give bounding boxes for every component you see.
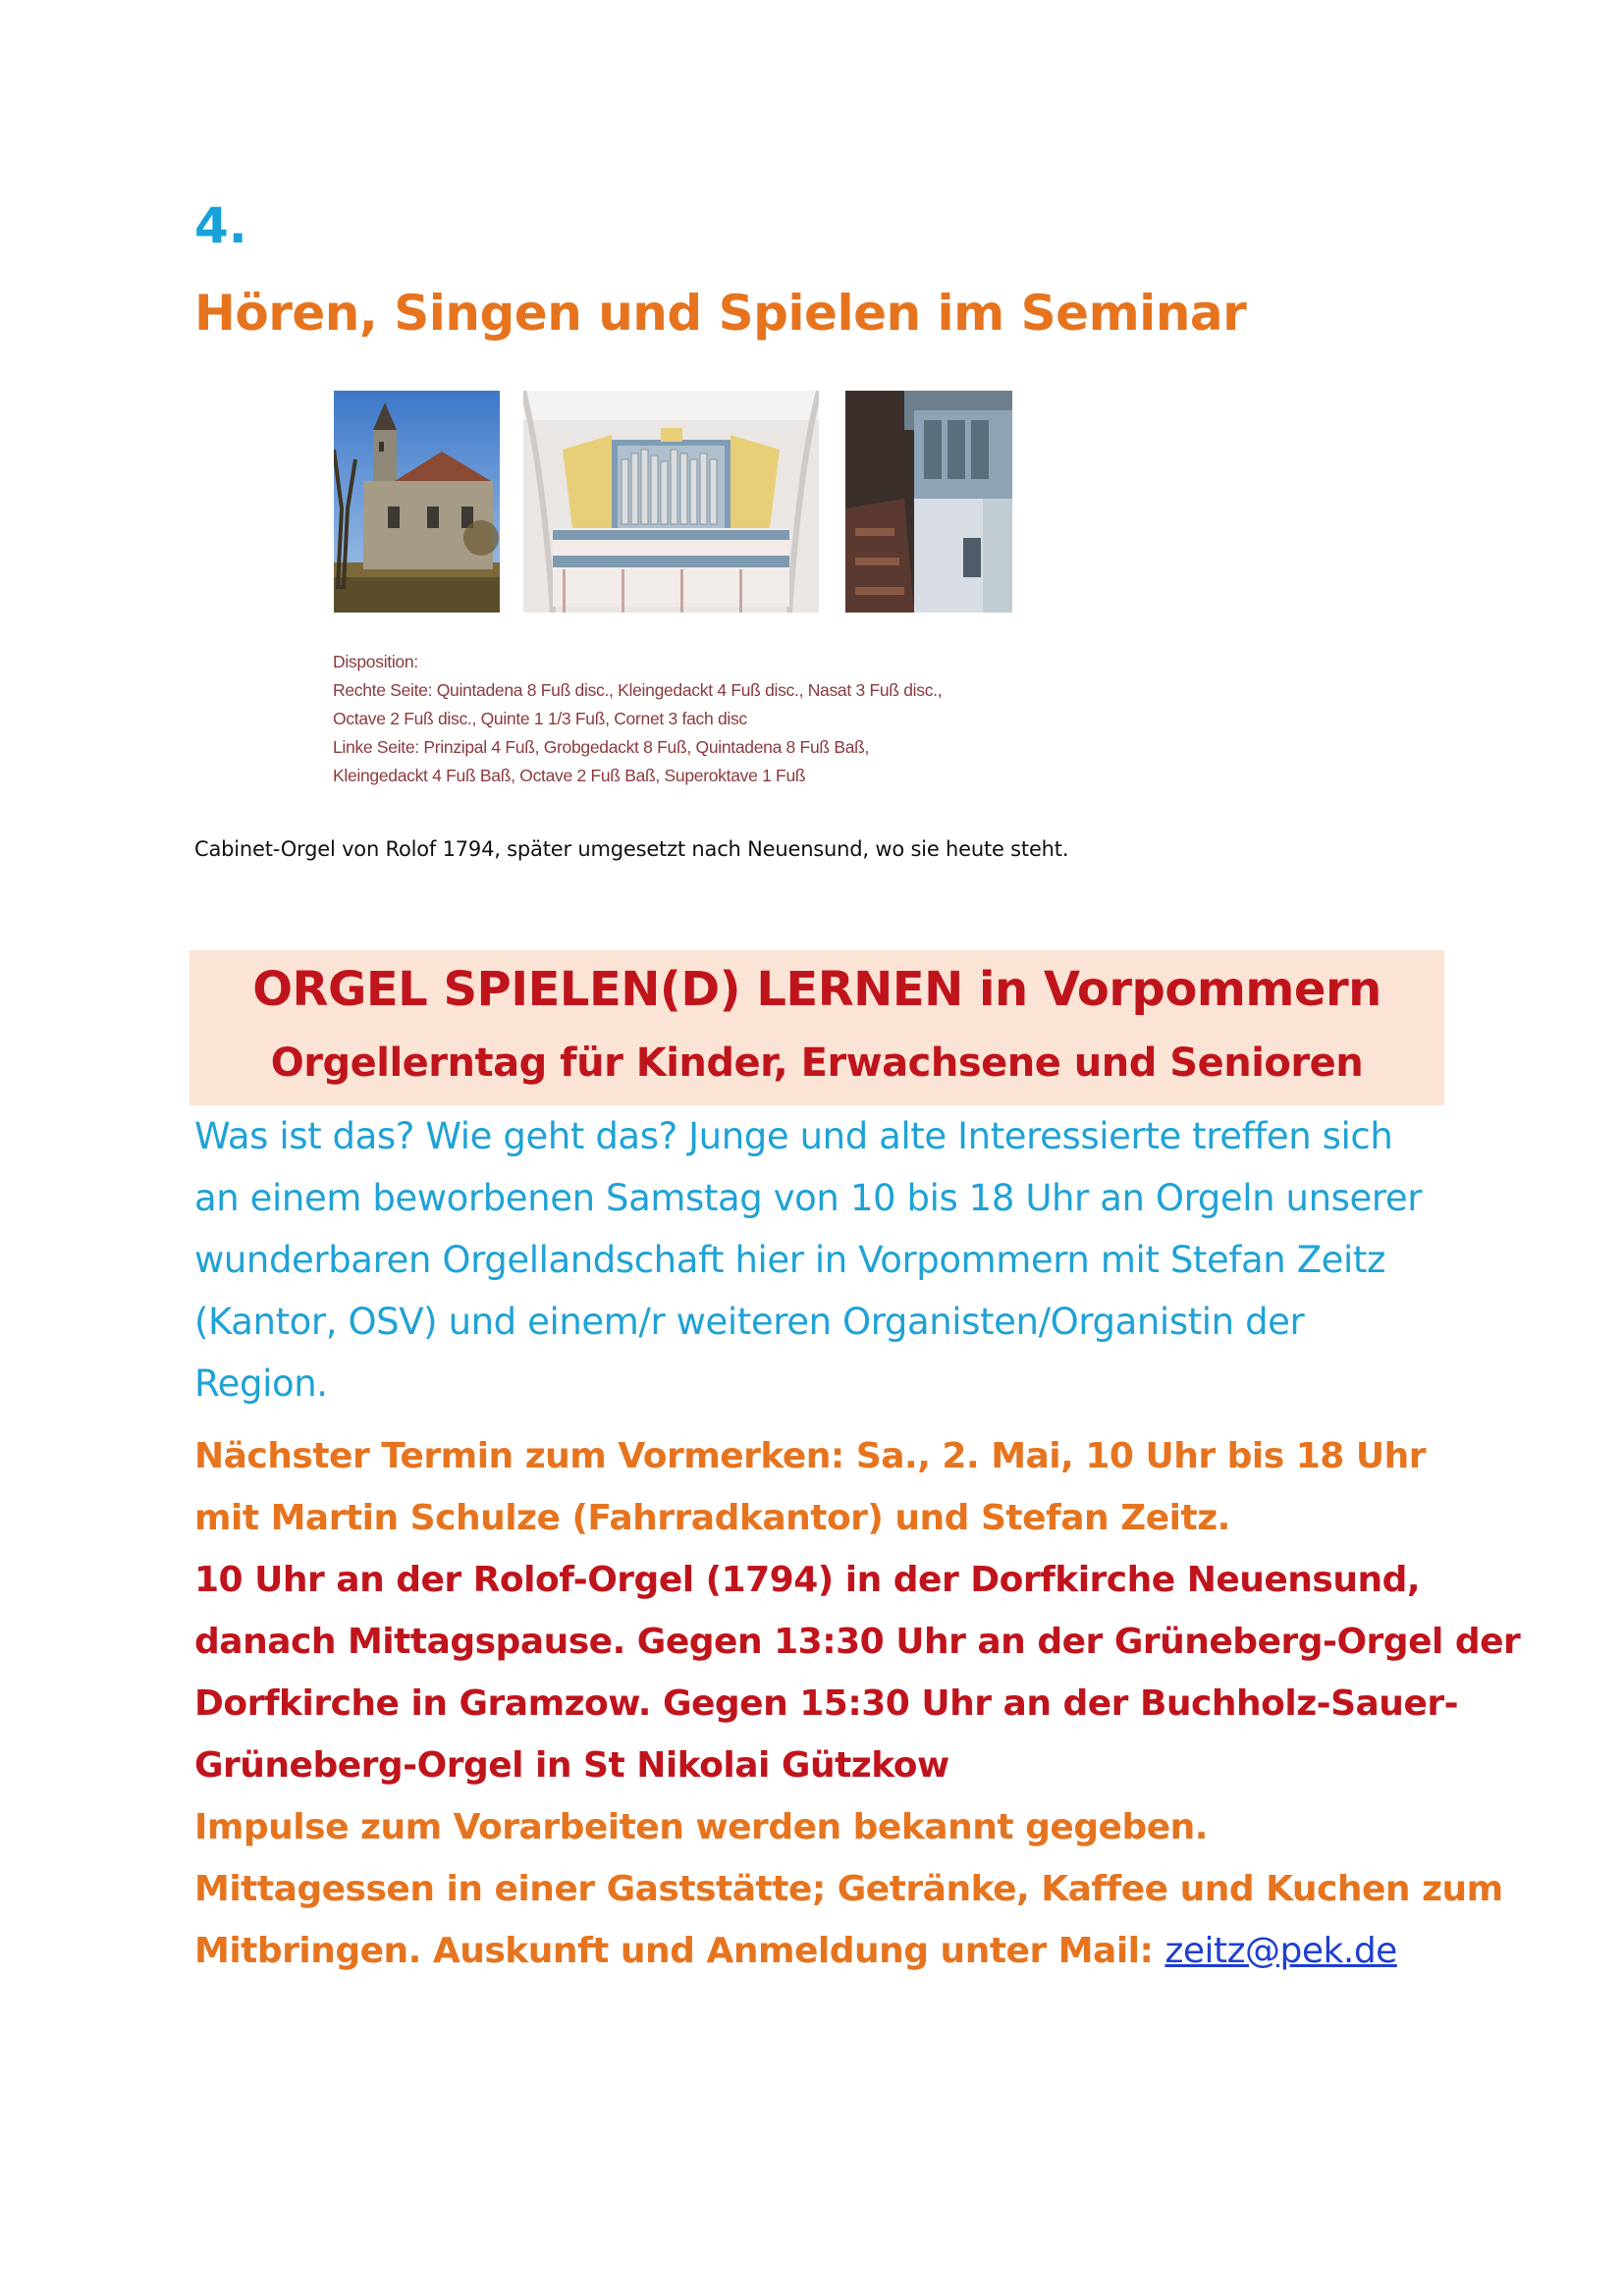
schedule-line: Grüneberg-Orgel in St Nikolai Gützkow xyxy=(194,1745,949,1786)
schedule-line: danach Mittagspause. Gegen 13:30 Uhr an der Grüneberg-Orgel der xyxy=(194,1622,1521,1662)
next-date-line: Nächster Termin zum Vormerken: Sa., 2. Mai, 10 Uhr bis 18 Uhr xyxy=(194,1436,1426,1476)
intro-paragraph xyxy=(194,1105,1451,1415)
email-link[interactable]: zeitz@pek.de xyxy=(1164,1931,1397,1971)
church-interior-photo xyxy=(845,391,1012,613)
organ-disposition xyxy=(333,648,1020,790)
impulse-line: Impulse zum Vorarbeiten werden bekannt gegeben. xyxy=(194,1807,1208,1847)
disposition-line: Rechte Seite: Quintadena 8 Fuß disc., Kleingedackt 4 Fuß disc., Nasat 3 Fuß disc., xyxy=(333,680,943,700)
photo-caption: Cabinet-Orgel von Rolof 1794, später umgesetzt nach Neuensund, wo sie heute steht. xyxy=(194,837,1069,861)
event-info xyxy=(194,1425,1521,1982)
intro-line: Region. xyxy=(194,1362,328,1405)
section-title: Hören, Singen und Spielen im Seminar xyxy=(194,285,1247,342)
disposition-line: Disposition: xyxy=(333,652,418,671)
intro-line: (Kantor, OSV) und einem/r weiteren Organisten/Organistin der xyxy=(194,1301,1305,1343)
lunch-line: Mittagessen in einer Gaststätte; Getränke, Kaffee und Kuchen zum xyxy=(194,1869,1503,1909)
banner-title: ORGEL SPIELEN(D) LERNEN in Vorpommern xyxy=(252,962,1381,1017)
organ-case-photo xyxy=(523,391,819,613)
schedule-line: 10 Uhr an der Rolof-Orgel (1794) in der Dorfkirche Neuensund, xyxy=(194,1560,1421,1600)
section-number: 4. xyxy=(194,197,247,254)
intro-line: Was ist das? Wie geht das? Junge und alte Interessierte treffen sich xyxy=(194,1115,1393,1157)
disposition-line: Kleingedackt 4 Fuß Baß, Octave 2 Fuß Baß, Superoktave 1 Fuß xyxy=(333,766,806,785)
next-date-line: mit Martin Schulze (Fahrradkantor) und Stefan Zeitz. xyxy=(194,1498,1230,1538)
contact-line xyxy=(194,1920,1471,1982)
church-exterior-photo xyxy=(334,391,500,613)
disposition-line: Octave 2 Fuß disc., Quinte 1 1/3 Fuß, Cornet 3 fach disc xyxy=(333,709,747,728)
event-banner xyxy=(189,950,1444,1105)
intro-line: wunderbaren Orgellandschaft hier in Vorpommern mit Stefan Zeitz xyxy=(194,1239,1386,1281)
contact-prefix: Mitbringen. Auskunft und Anmeldung unter Mail: xyxy=(194,1931,1165,1971)
schedule-line: Dorfkirche in Gramzow. Gegen 15:30 Uhr an der Buchholz-Sauer- xyxy=(194,1683,1459,1724)
intro-line: an einem beworbenen Samstag von 10 bis 18 Uhr an Orgeln unserer xyxy=(194,1177,1423,1219)
disposition-line: Linke Seite: Prinzipal 4 Fuß, Grobgedackt 8 Fuß, Quintadena 8 Fuß Baß, xyxy=(333,737,870,757)
banner-subtitle: Orgellerntag für Kinder, Erwachsene und Senioren xyxy=(270,1041,1364,1086)
